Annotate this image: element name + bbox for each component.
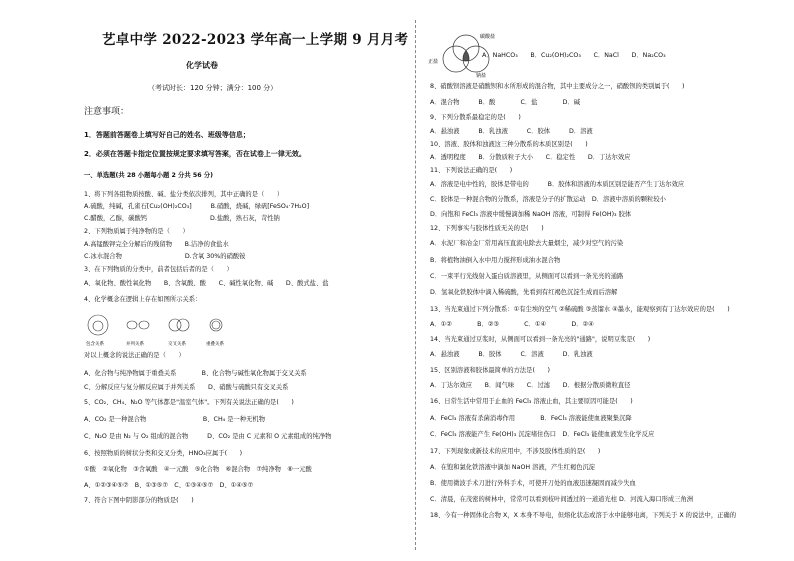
right-column — [410, 0, 794, 561]
section-heading: 一、单选题(共 28 小题每小题 2 分共 56 分) — [84, 172, 213, 179]
question-line: 6、按照物质的树状分类和交叉分类，HNO₃应属于( ) — [84, 450, 243, 457]
question-line: A.硫酸，纯碱，孔雀石[Cu₂(OH)₂CO₃] B.硝酸，烧碱，绿矾[FeSO₄·7H₂O] — [84, 203, 310, 210]
question-line: 2、下列物质属于纯净物的是（ ） — [84, 228, 189, 235]
venn-label: 碳酸盐 — [480, 34, 496, 40]
question-line: 5、CO₂、CH₄、N₂O 等气体都是"温室气体"。下列有关说法正确的是( ) — [84, 399, 294, 406]
question-line: 对以上概念的说法正确的是（ ） — [84, 352, 185, 359]
question-line: D．氢氧化铁胶体中滴入稀硫酸，先看到有红褐色沉淀生成而后溶解 — [430, 289, 618, 296]
venn-label: 钠盐 — [476, 73, 487, 79]
question-line: 16、日常生活中常用于止血的 FeCl₃ 溶液止血，其主要原因可能是( ) — [430, 398, 633, 405]
question-line: A．①② B．②③ C．①④ D．②④ — [430, 321, 594, 328]
question-line: A．NaHCO₃ B．Cu₂(OH)₂CO₃ C．NaCl D．Na₂CO₃ — [482, 52, 666, 59]
question-line: 15、区别溶液和胶体最简单的方法是( ) — [430, 367, 550, 374]
question-line: A．丁达尔效应 B．闻气味 C．过滤 D．根据分散质微粒直径 — [430, 382, 631, 389]
relation-label: 并列关系 — [126, 342, 144, 347]
question-line: C、N₂O 是由 N₂ 与 O₂ 组成的混合物 D、CO₂ 是由 C 元素和 O 元素组成的纯净物 — [84, 433, 332, 440]
question-line: 18、今有一种固体化合物 X，X 本身不导电，但熔化状态或溶于水中能够电离，下列关于 X 的说法中，正确的 — [430, 512, 737, 519]
question-line: 9、下列分散系最稳定的是( ) — [430, 114, 521, 121]
question-line: 10、溶液、胶体和浊液这三种分散系的本质区别是( ) — [430, 141, 588, 148]
relation-label: 包含关系 — [86, 342, 104, 347]
question-line: 17、下列现象或新技术的应用中，不涉及胶体性质的是( ) — [430, 448, 601, 455]
question-line: A．溶液是电中性的，胶体是带电的 B．胶体和溶液的本质区别是能否产生丁达尔效应 — [430, 181, 685, 188]
notice-heading: 注意事项： — [84, 107, 130, 117]
question-line: A．混合物 B．酸 C．盐 D．碱 — [430, 99, 581, 106]
question-line: C．一束平行光线射入蛋白质溶液里，从侧面可以看到一条光亮的通路 — [430, 273, 624, 280]
question-line: B．使用微波手术刀进行外科手术，可使开刀处的血液迅速凝固而减少失血 — [430, 480, 636, 487]
paper-subtitle: 化学试卷 — [186, 61, 218, 70]
question-line: A、CO₂ 是一种混合物 B、CH₄ 是一种无机物 — [84, 416, 265, 423]
page-title: 艺卓中学 2022-2023 学年高一上学期 9 月月考 — [102, 32, 409, 48]
question-line: B．将植物油倒入水中用力搅拌形成油水混合物 — [430, 257, 561, 264]
question-line: 7、符合下图中阴影部分的物质是( ) — [84, 497, 194, 504]
question-line: C．清晨，在茂密的树林中，常常可以看到枝叶间透过的一道道光柱 D．河流入海口形成三角洲 — [430, 496, 694, 503]
question-line: A．FeCl₃ 溶液有杀菌消毒作用 B．FeCl₃ 溶液能使血液聚集沉降 — [430, 415, 632, 422]
question-line: 13、当光束通过下列分散系：①有尘埃的空气 ②稀硫酸 ③蒸馏水 ④墨水，能观察到有丁达尔效应的是( ) — [430, 306, 730, 313]
question-line: 4、化学概念在逻辑上存在如图所示关系： — [84, 296, 202, 303]
question-line: C.醋酸，乙醇，碳酸钙 D.盐酸，熟石灰，苛性钠 — [84, 215, 280, 222]
question-line: A．悬浊液 B．胶体 C．溶液 D．乳浊液 — [430, 351, 593, 358]
question-line: A．透明程度 B．分散质粒子大小 C．稳定性 D．丁达尔效应 — [430, 154, 631, 161]
question-line: C．FeCl₃ 溶液能产生 Fe(OH)₃ 沉淀堵住伤口 D．FeCl₃ 能使血液发生化学反应 — [430, 431, 655, 438]
question-line: A.高锰酸钾完全分解后的残留物 B.洁净的食盐水 — [84, 241, 229, 248]
relation-label: 交叉关系 — [168, 342, 186, 347]
question-line: 1、将下列各组物质按酸、碱、盐分类依次排列，其中正确的是（ ） — [84, 191, 284, 198]
question-line: D．向饱和 FeCl₃ 溶液中缓慢滴加稀 NaOH 溶液，可制得 Fe(OH)₃ 胶体 — [430, 211, 632, 218]
relation-label: 重叠关系 — [206, 342, 224, 347]
question-line: 14、当光束通过豆浆时，从侧面可以看到一条光亮的"通路"，说明豆浆是( ) — [430, 336, 651, 343]
question-line: A．在饱和氯化铁溶液中滴加 NaOH 溶液，产生红褐色沉淀 — [430, 464, 596, 471]
question-line: A．悬浊液 B．乳浊液 C．胶体 D．溶液 — [430, 128, 593, 135]
question-line: A、①②③④⑤⑦ B、①③⑤⑦ C、①③④⑤⑦ D、①④⑤⑦ — [84, 482, 254, 489]
question-line: 3、在下列物质的分类中，前者包括后者的是（ ） — [84, 266, 233, 273]
question-line: A、氧化物、酸性氧化物 B、含氧酸、酸 C、碱性氧化物、碱 D、酸式盐、盐 — [84, 280, 329, 287]
question-line: C.冰水混合物 D.含氧 30%的硝酸铵 — [84, 253, 246, 260]
question-line: ①酸 ②氧化物 ③含氧酸 ④一元酸 ⑤化合物 ⑥混合物 ⑦纯净物 ⑧一元酸 — [84, 466, 312, 473]
question-line: A、化合物与纯净物属于重叠关系 B、化合物与碱性氧化物属于交叉关系 — [84, 370, 307, 377]
question-line: A．水泥厂和冶金厂常用高压直流电除去大量烟尘，减少对空气的污染 — [430, 240, 624, 247]
question-line: 8、硝酸钡溶液是硝酸钡和水所形成的混合物，其中主要成分之一，硝酸钡的类别属于( ) — [430, 83, 685, 90]
exam-meta: （考试时长：120 分钟；满分：100 分） — [148, 84, 278, 92]
notice-item: 1．答题前答题卷上填写好自己的姓名、班级等信息； — [84, 131, 250, 139]
question-line: 12、下列事实与胶体性质无关的是( ) — [430, 225, 544, 232]
question-line: C．胶体是一种混合物的分散系，溶液是分子的扩散运动 D．溶液中溶质的颗粒较小 — [430, 196, 666, 203]
venn-label: 正盐 — [428, 59, 439, 65]
question-line: C、分解反应与复分解反应属于并列关系 D、硝酸与硫酸只有交叉关系 — [84, 384, 289, 391]
notice-item: 2．必须在答题卡指定位置按规定要求填写答案，否在试卷上一律无效。 — [84, 150, 306, 158]
question-line: 11、下列说法正确的是( ) — [430, 167, 513, 174]
concept-relation-diagram — [84, 311, 324, 349]
